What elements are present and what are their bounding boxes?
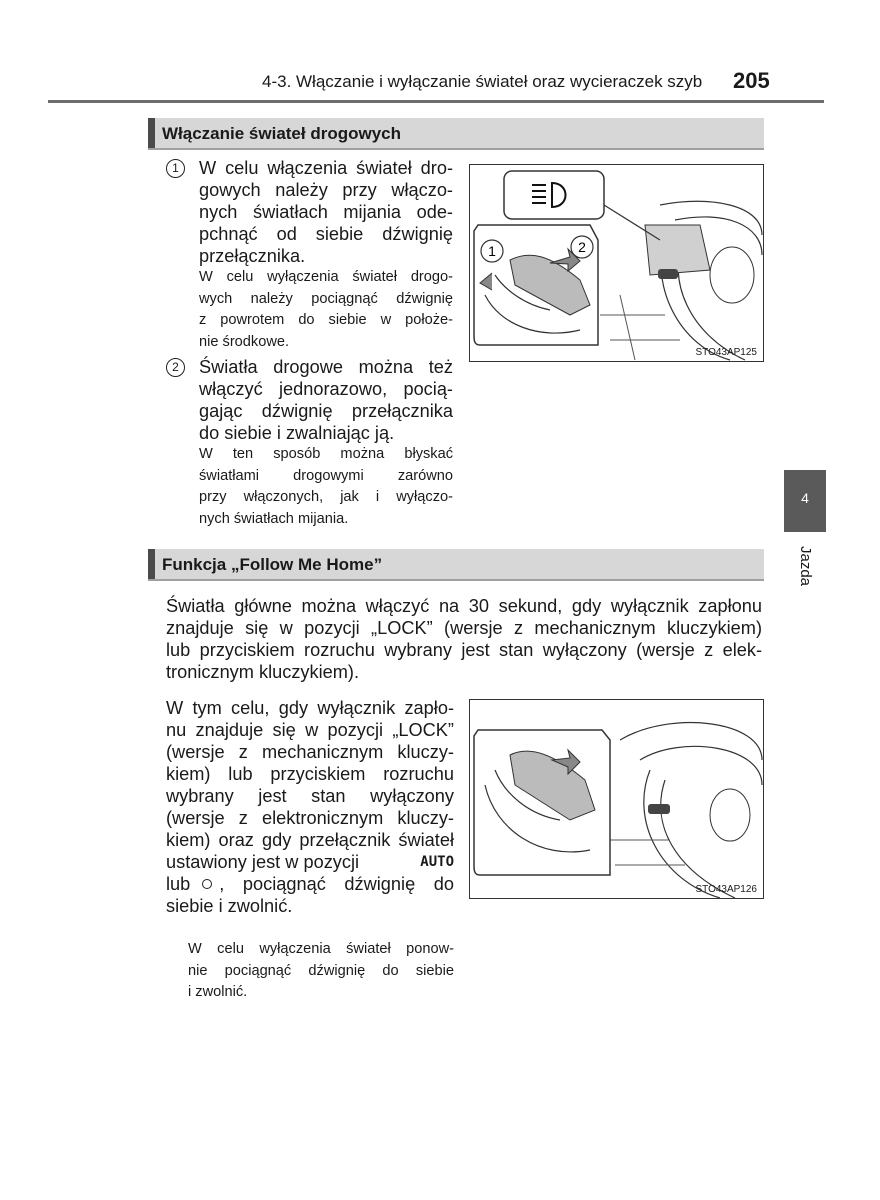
follow-me-home-body: W tym celu, gdy wyłącznik zapło- nu znajduje się w pozycji „LOCK” (wersje z mechanicznym kluczy- kiem) lub przyciskiem rozruchu wybrany jest stan wyłączony (wersje z elektronicznym kluczy- kiem) oraz gdy przełącznik świateł ustawiony jest w pozycji AUTO lub , pociągnąć dźwignię do siebie i zwolnić. — [166, 698, 454, 916]
figure-code: STO43AP125 — [695, 347, 757, 358]
heading-marker — [148, 118, 155, 148]
running-header-title: 4-3. Włączanie i wyłączanie świateł oraz wycieraczek szyb — [262, 72, 703, 91]
chapter-tab — [784, 470, 826, 532]
callout-2: 2 — [578, 239, 586, 255]
follow-me-home-note: W celu wyłączenia świateł ponow- nie pociągnąć dźwignię do siebie i zwolnić. — [188, 941, 454, 1000]
section-heading-follow-me-home — [148, 549, 764, 581]
heading-marker — [148, 549, 155, 579]
lever-illustration-2 — [470, 700, 763, 898]
header-rule — [48, 100, 824, 103]
section-heading-text: Włączanie świateł drogowych — [162, 124, 402, 143]
figure-follow-me-home-lever — [469, 699, 764, 899]
lever-illustration — [470, 165, 763, 361]
section-heading-high-beam — [148, 118, 764, 150]
item1-note: W celu wyłączenia świateł drogo- wych należy pociągnąć dźwignię z powrotem do siebie w położe- nie środkowe. — [199, 269, 453, 350]
follow-me-home-intro: Światła główne można włączyć na 30 sekund, gdy wyłącznik zapłonu znajduje się w pozycji „LOCK” (wersje z mechanicznym kluczykiem) lub przyciskiem rozruchu wybrany jest stan wyłączony (wersje z elek- tronicznym kluczykiem). — [166, 596, 762, 682]
figure-high-beam-lever — [469, 164, 764, 362]
item2-text: Światła drogowe można też włączyć jednorazowo, pocią- gając dźwignię przełącznika do siebie i zwalniając ją. — [199, 357, 453, 443]
chapter-label: Jazda — [797, 546, 814, 587]
section-heading-text: Funkcja „Follow Me Home” — [162, 555, 383, 574]
item1-text: W celu włączenia świateł dro- gowych należy przy włączo- nych światłach mijania ode- pchnąć od siebie dźwignię przełącznika. — [199, 158, 453, 266]
chapter-number: 4 — [801, 490, 809, 506]
item2-note: W ten sposób można błyskać światłami drogowymi zarówno przy włączonych, jak i wyłączo- nych światłach mijania. — [199, 446, 453, 527]
off-position-icon — [202, 879, 212, 889]
callout-1: 1 — [488, 243, 496, 259]
page-number: 205 — [733, 68, 770, 93]
auto-position-label: AUTO — [420, 854, 454, 870]
item-number-1: 1 — [166, 159, 185, 178]
figure-code: STO43AP126 — [695, 884, 757, 895]
item-number-2: 2 — [166, 358, 185, 377]
